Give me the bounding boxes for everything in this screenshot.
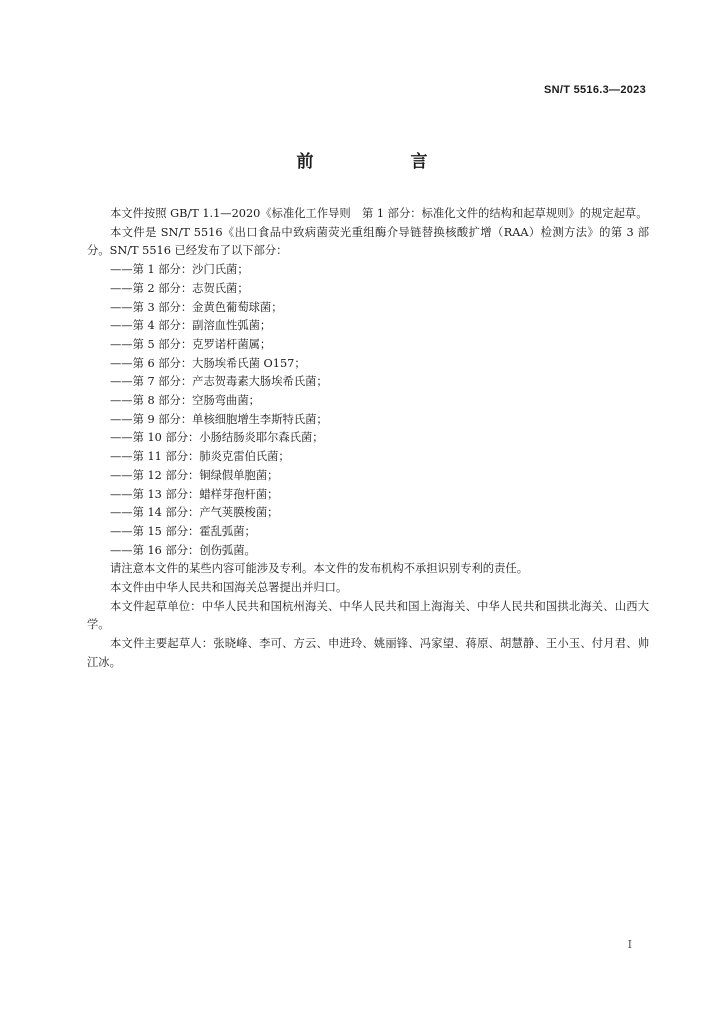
foreword-body	[87, 205, 649, 673]
list-item: ——第 2 部分：志贺氏菌；	[110, 281, 249, 295]
paragraph-series-intro: 本文件是 SN/T 5516《出口食品中致病菌荧光重组酶介导链替换核酸扩增（RAA）检测方法》的第 3 部分。SN/T 5516 已经发布了以下部分：	[87, 225, 649, 258]
list-item: ——第 13 部分：蜡样芽孢杆菌；	[110, 487, 279, 501]
list-item: ——第 5 部分：克罗诺杆菌属；	[110, 337, 272, 351]
list-item: ——第 15 部分：霍乱弧菌；	[110, 524, 256, 538]
list-item: ——第 14 部分：产气荚膜梭菌；	[110, 506, 279, 520]
list-item: ——第 10 部分：小肠结肠炎耶尔森氏菌；	[110, 431, 324, 445]
list-item: ——第 11 部分：肺炎克雷伯氏菌；	[110, 450, 290, 464]
parts-list	[87, 261, 649, 560]
list-item: ——第 1 部分：沙门氏菌；	[110, 263, 249, 277]
list-item: ——第 9 部分：单核细胞增生李斯特氏菌；	[110, 412, 328, 426]
list-item: ——第 4 部分：副溶血性弧菌；	[110, 319, 272, 333]
paragraph-drafters: 本文件主要起草人：张晓峰、李可、方云、申进玲、姚丽锋、冯家望、蒋原、胡慧静、王小玉、付月君、帅江冰。	[87, 637, 649, 669]
paragraph-drafting-units: 本文件起草单位：中华人民共和国杭州海关、中华人民共和国上海海关、中华人民共和国拱北海关、山西大学。	[87, 599, 649, 632]
paragraph-proposer: 本文件由中华人民共和国海关总署提出并归口。	[110, 581, 348, 595]
list-item: ——第 12 部分：铜绿假单胞菌；	[110, 468, 279, 482]
paragraph-drafting-rules: 本文件按照 GB/T 1.1—2020《标准化工作导则 第 1 部分：标准化文件的结构和起草规则》的规定起草。	[110, 207, 648, 220]
paragraph-patent-notice: 请注意本文件的某些内容可能涉及专利。本文件的发布机构不承担识别专利的责任。	[110, 562, 528, 576]
list-item: ——第 7 部分：产志贺毒素大肠埃希氏菌；	[110, 375, 328, 389]
page-number: I	[627, 938, 632, 951]
list-item: ——第 6 部分：大肠埃希氏菌 O157；	[110, 356, 306, 370]
list-item: ——第 16 部分：创伤弧菌。	[110, 543, 256, 557]
page-title: 前 言	[296, 152, 468, 172]
list-item: ——第 8 部分：空肠弯曲菌；	[110, 394, 260, 408]
list-item: ——第 3 部分：金黄色葡萄球菌；	[110, 300, 283, 314]
standard-code: SN/T 5516.3—2023	[543, 84, 646, 96]
